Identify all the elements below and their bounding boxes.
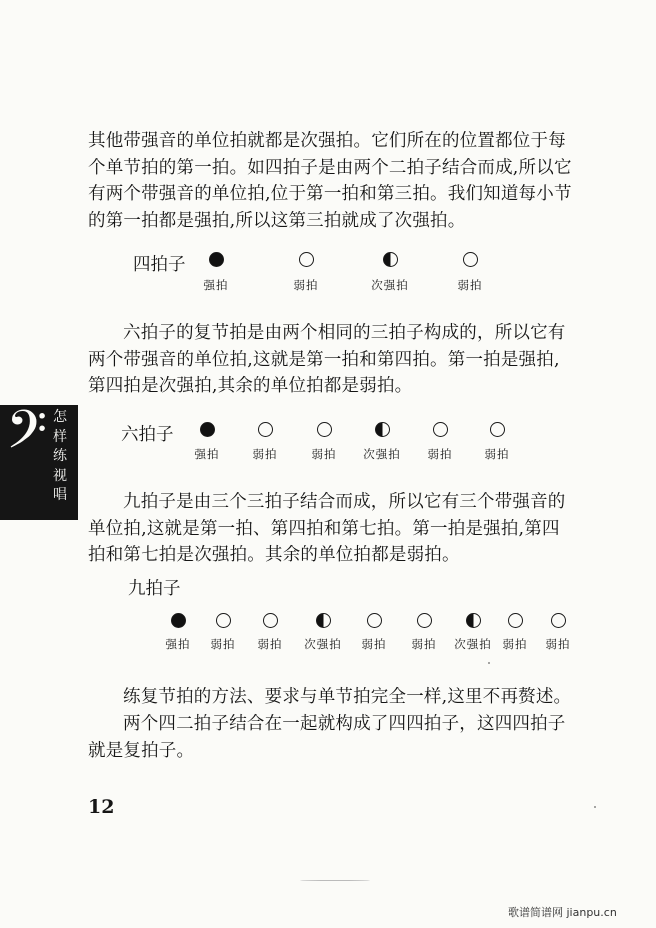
beat-label: 弱拍 [411, 637, 437, 651]
beat-strong-icon [171, 613, 186, 628]
beat-weak-icon [258, 422, 273, 437]
beat-label: 次强拍 [363, 447, 401, 461]
beat-weak-icon [463, 252, 478, 267]
beat-weak-icon [299, 252, 314, 267]
text-line: 单位拍,这就是第一拍、第四拍和第七拍。第一拍是强拍,第四 [88, 518, 560, 539]
paragraph-5 [88, 711, 574, 764]
beat-weak-icon [367, 613, 382, 628]
text-line: 两个带强音的单位拍,这就是第一拍和第四拍。第一拍是强拍, [88, 349, 560, 370]
meter-label-four: 四拍子 [133, 255, 186, 275]
beat-label: 弱拍 [210, 637, 236, 651]
beat-weak-icon [508, 613, 523, 628]
beat-weak-icon [317, 422, 332, 437]
sidebar-tab [0, 400, 78, 520]
scan-speck [488, 662, 490, 664]
text-line: 其他带强音的单位拍就都是次强拍。它们所在的位置都位于每 [88, 131, 566, 151]
beat-strong-icon [209, 252, 224, 267]
text-line: 第四拍是次强拍,其余的单位拍都是弱拍。 [88, 376, 413, 396]
beat-label: 弱拍 [457, 278, 483, 292]
beat-strong-icon [200, 422, 215, 437]
sidebar-title [48, 408, 72, 506]
sidebar-char: 视 [53, 467, 67, 484]
sidebar-char: 练 [53, 448, 67, 464]
beat-weak-icon [490, 422, 505, 437]
beat-label: 弱拍 [545, 637, 571, 651]
text-line: 练复节拍的方法、要求与单节拍完全一样,这里不再赘述。 [123, 687, 572, 707]
beat-weak-icon [551, 613, 566, 628]
beat-label: 弱拍 [361, 637, 387, 651]
watermark: 歌谱简谱网 jianpu.cn [508, 906, 617, 919]
beat-label: 次强拍 [304, 637, 342, 651]
scan-speck [300, 880, 370, 881]
sidebar-char: 唱 [53, 487, 67, 503]
beat-label: 弱拍 [502, 637, 528, 651]
beat-label: 弱拍 [427, 447, 453, 461]
text-line: 九拍子是由三个三拍子结合而成，所以它有三个带强音的 [123, 492, 566, 512]
beat-sub-icon [383, 252, 398, 267]
text-line: 个单节拍的第一拍。如四拍子是由两个二拍子结合而成,所以它 [88, 157, 572, 178]
text-line: 的第一拍都是强拍,所以这第三拍就成了次强拍。 [88, 210, 466, 231]
beat-weak-icon [417, 613, 432, 628]
paragraph-3 [88, 489, 574, 569]
paragraph-2 [88, 320, 574, 400]
beat-label: 强拍 [194, 447, 220, 461]
beat-label: 强拍 [165, 637, 191, 651]
paragraph-1 [88, 128, 574, 234]
beat-label: 弱拍 [252, 447, 278, 461]
beat-label: 弱拍 [311, 447, 337, 461]
paragraph-4 [88, 684, 574, 711]
scan-speck [594, 806, 596, 808]
beat-weak-icon [433, 422, 448, 437]
beat-label: 弱拍 [257, 637, 283, 651]
text-line: 拍和第七拍是次强拍。其余的单位拍都是弱拍。 [88, 545, 460, 565]
beat-sub-icon [316, 613, 331, 628]
text-line: 有两个带强音的单位拍,位于第一拍和第三拍。我们知道每小节 [88, 184, 572, 204]
text-line: 就是复拍子。 [88, 740, 195, 761]
beat-sub-icon [466, 613, 481, 628]
meter-label-six: 六拍子 [121, 425, 174, 445]
text-line: 六拍子的复节拍是由两个相同的三拍子构成的，所以它有 [123, 323, 566, 343]
meter-label-nine: 九拍子 [128, 579, 181, 599]
page-number: 12 [88, 796, 115, 818]
beat-label: 强拍 [203, 278, 229, 292]
beat-label: 弱拍 [484, 447, 510, 461]
beat-label: 次强拍 [371, 278, 409, 292]
beat-weak-icon [263, 613, 278, 628]
beat-sub-icon [375, 422, 390, 437]
beat-label: 弱拍 [293, 278, 319, 292]
beat-weak-icon [216, 613, 231, 628]
sidebar-char: 样 [53, 428, 67, 445]
beat-label: 次强拍 [454, 637, 492, 651]
text-line: 两个四二拍子结合在一起就构成了四四拍子，这四四拍子 [123, 714, 566, 734]
bass-clef-icon: 𝄢 [6, 400, 48, 474]
sidebar-char: 怎 [53, 409, 67, 425]
